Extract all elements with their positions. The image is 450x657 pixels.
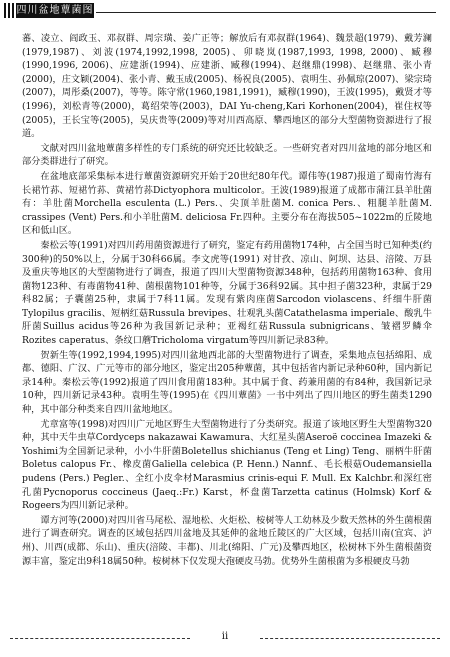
paragraph-6: 尤章富等(1998)对四川广元地区野生大型菌物进行了分类研究。报道了该地区野生大型菌物320种，其中天牛虫草Cordyceps nakazawai Kawamura、大红星头菌Aseroë coccinea Imazeki & Yoshimi为全国新记录种，小小牛肝菌Boletellus shichianus (Teng et Ling) Teng、丽柄牛肝菌Boletus calopus Fr.、橡皮菌Galiella celebica (P. Henn.) Nannf.、毛长根菇Oudemansiella pudens (Pers.) Pegler.、全红小皮伞材Marasmius crinis-equi F. Mull. Ex Kalchbr.和深红密孔菌Pycnoporus coccineus (Jaeq.:Fr.) Karst，杯盘菌Tarzetta catinus (Holmsk) Korf & Rogeers为四川新记录种。 — [22, 418, 432, 512]
paragraph-7: 谭方河等(2000)对四川省马尾松、湿地松、火炬松、桉树等人工幼林及少数天然林的外生菌根菌进行了调查研究。调查的区域包括四川盆地及其延伸的盆地丘陵区的广大区域，包括川南(宜宾、泸州)、川西(成都、乐山)、重庆(涪陵、丰都)、川北(绵阳、广元)及攀西地区，松树林下外生菌根菌资源丰富，鉴定出9科18属50种。桉树林下仅发现大孢硬皮马勃。优势外生菌根菌为多根硬皮马勃 — [22, 514, 432, 567]
paragraph-4: 秦松云等(1991)对四川药用菌资源进行了研究，鉴定有药用菌物174种，占全国当时已知种类(约300种)的50%以上，分属于30科66属。李文虎等(1991) 对甘孜、凉山、阿坝、达县、涪陵、万县及重庆等地区的大型菌物进行了调查，报道了四川大型菌物资源348种，包括药用菌物163种、食用菌物123种、有毒菌物41种、菌根菌物101种等，分属于36科92属。其中担子菌323种，隶属于29科82属；子囊菌25种，隶属于7科11属。发现有紫肉座菌Sarcodon violascens、纤细牛肝菌Tylopilus gracilis、短柄红菇Russula brevipes、壮观乳头菌Catathelasma imperiale、酸乳牛肝菌Suillus acidus等26种为我国新记录种；亚褐红菇Russula subnigricans、皱褶罗鳞伞Rozites caperatus、条纹口蘑Tricholoma virgatum等四川新记录83种。 — [22, 239, 432, 347]
paragraph-3: 在盆地底部采集标本进行蕈菌资源研究开始于20世纪80年代。谭伟等(1987)报道了蜀南竹海有长裙竹荪、短裙竹荪、黄裙竹荪Dictyophora multicolor。王波(1989)报道了成都市蒲江县羊肚菌有：羊肚菌Morchella esculenta (L.) Pers.、尖顶羊肚菌M. conica Pers.、粗腿羊肚菌M. crassipes (Vent) Pers.和小羊肚菌M. deliciosa Fr.四种。主要分布在海拔505~1022m的丘陵地区和低山区。 — [22, 170, 432, 237]
page-number: ii — [221, 631, 229, 642]
footer-rule-right — [260, 638, 440, 639]
paragraph-2: 文献对四川盆地蕈菌多样性的专门系统的研究还比较缺乏。一些研究者对四川盆地的部分地区和部分类群进行了研究。 — [22, 142, 432, 168]
paragraph-5: 贺新生等(1992,1994,1995)对四川盆地西北部的大型菌物进行了调查，采集地点包括绵阳、成都、德阳、广汉、广元等市的部分地区，鉴定出205种蕈菌，其中包括省内新记录种60种，国内新记录14种。秦松云等(1992)报道了四川食用菌183种。其中属于食、药兼用菌的有84种，我国新记录10种，四川新记录43种。袁明生等(1995)在《四川蕈菌》一书中列出了四川地区的野生菌类1290种，其中部分种类来自四川盆地地区。 — [22, 349, 432, 416]
header-decoration — [4, 3, 14, 18]
book-title: 四川盆地蕈菌图志 — [16, 5, 94, 31]
page-footer — [10, 630, 440, 650]
footer-rule-left — [10, 638, 190, 639]
running-header — [0, 0, 450, 31]
body-text — [22, 32, 432, 569]
paragraph-1: 蕃、凌立、阎政玉、邓叔群、周宗璜、姜广正等；解放后有邓叔群(1964)、魏景超(1979)、戴芳澜(1979,1987)、刘波(1974,1992,1998, 2005)、卯晓岚(1987,1993, 1998, 2000)、臧穆(1990,1996, 2006)、应建浙(1994)、应建浙、臧穆(1994)、赵继鼎(1998)、赵继鼎、张小青(2000)，庄文颖(2004)、张小青、戴玉成(2005)、杨祝良(2005)、袁明生、孙佩琼(2007)、梁宗琦(2007)，周彤桑(2007)，等等。陈守常(1960,1981,1991)，臧穆(1990)，王波(1995)，戴贤才等(1996)，刘松青等(2000)，葛绍荣等(2003)，DAI Yu-cheng,Kari Korhonen(2004)，崔住权等(2005)，王长宝等(2005)，吴庆贵等(2009)等对川西高原、攀西地区的部分大型菌物资源进行了报道。 — [22, 33, 432, 140]
header-rule — [96, 12, 436, 13]
